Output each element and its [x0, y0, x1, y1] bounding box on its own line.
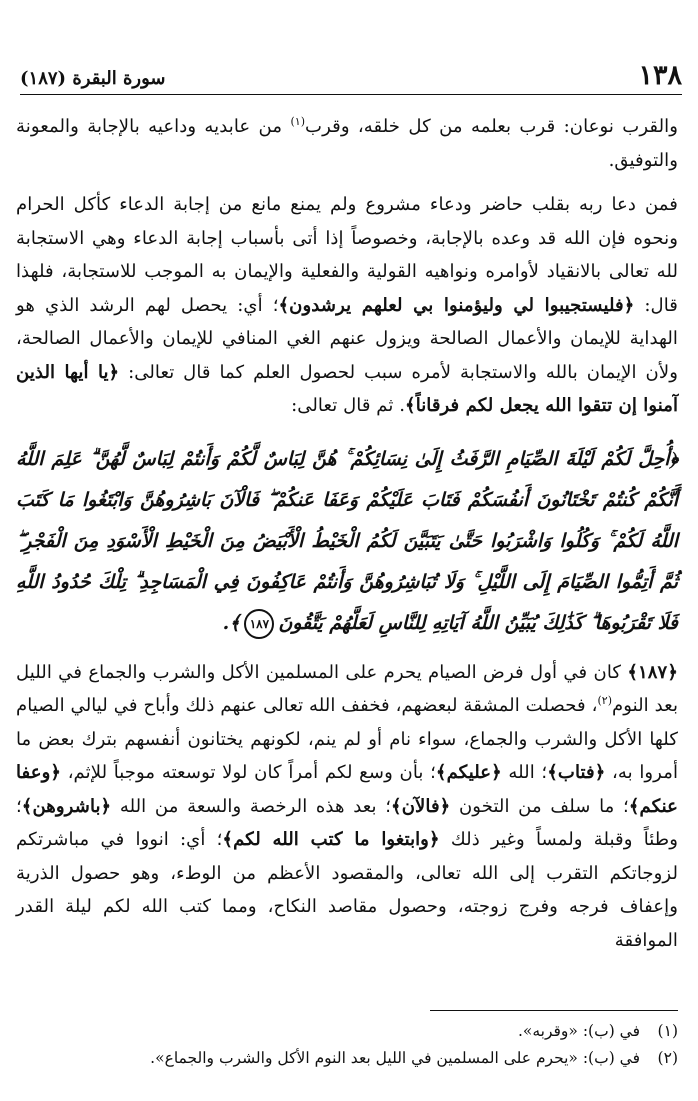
footnote-rule [430, 1010, 678, 1011]
text-span: فمن دعا ربه بقلب حاضر ودعاء مشروع ولم يمنع مانع من إجابة الدعاء كأكل الحرام ونحوه فإن الله قد وعده بالإجابة، وخصوصاً إذا أتى بأسباب إجابة الدعاء وهي الاستجابة لله تعالى بالانقياد لأوامره ونواهيه القولية والفعلية والإيمان به الموجب للاستجابة، فلهذا قال: [16, 194, 679, 316]
text-span: ؛ أي: انووا في مباشرتكم لزوجاتكم التقرب إلى الله تعالى، والمقصود الأعظم من الوطء، وهو حصول الذرية وإعفاف فرجه وفرج زوجته، وحصول مقاصد النكاح، ومما كتب الله لكم ليلة القدر الموافقة [16, 829, 678, 951]
quran-quote: ﴿فليستجيبوا لي وليؤمنوا بي لعلهم يرشدون﴾ [278, 294, 635, 316]
header-rule [20, 94, 682, 95]
page-number: ١٣٨ [638, 60, 682, 91]
quran-quote: ﴿عليكم﴾ [435, 762, 502, 783]
text-span: ؛ بأن وسع لكم أمراً كان لولا توسعته موجباً للإثم، [61, 762, 436, 783]
text-span: ؛ ما سلف من التخون [450, 795, 629, 817]
text-span: ؛ أي: يحصل لهم الرشد الذي هو الهداية للإيمان والأعمال الصالحة ويزول عنهم الغي المنافي للإيمان والأعمال الصالحة، ولأن الإيمان بالله والاستجابة لأمره سبب لحصول العلم كما قال تعالى: [16, 294, 678, 383]
quran-quote: ﴿فالآن﴾ [391, 795, 451, 817]
paragraph-near-types [16, 110, 678, 177]
verse-marker: ﴿١٨٧﴾ [627, 661, 678, 683]
paragraph-tafsir-187 [16, 656, 678, 958]
verse-close-bracket: ﴾. [222, 611, 241, 634]
text-span: والقرب نوعان: قرب بعلمه من كل خلقه، وقرب [304, 116, 678, 137]
quran-quote: ﴿باشروهن﴾ [21, 795, 112, 817]
text-span: . ثم قال تعالى: [291, 395, 406, 416]
footnotes [16, 1018, 678, 1072]
footnote-text: في (ب): «وقربه». [517, 1022, 640, 1040]
text-span: ، فحصلت المشقة لبعضهم، فخفف الله تعالى عنهم ذلك وأباح في ليالي الصيام كلها الأكل والشرب والجماع، سواء نام أو لم ينم، لكونهم يختانون أنفسهم بترك بعض ما أمروا به، [16, 695, 678, 783]
text-span: كان في أول فرض الصيام يحرم على المسلمين الأكل والشرب والجماع في الليل بعد النوم [16, 661, 679, 716]
page-header [20, 58, 682, 94]
text-span: ؛ بعد هذه الرخصة والسعة من الله [111, 795, 392, 817]
running-title: سورة البقرة (١٨٧) [20, 68, 166, 89]
footnote-2 [16, 1045, 678, 1072]
footnote-number: (١) [657, 1022, 678, 1040]
quran-verse-187 [16, 439, 678, 644]
quran-quote: ﴿وعفا عنكم﴾ [16, 762, 678, 817]
footnote-ref-1[interactable]: (١) [290, 114, 305, 128]
footnote-1 [16, 1018, 678, 1045]
text-span: ؛ وطئاً وقبلة ولمساً وغير ذلك [16, 795, 678, 850]
quran-quote: ﴿فتاب﴾ [547, 762, 606, 783]
footnote-number: (٢) [657, 1049, 678, 1067]
page-body [16, 110, 678, 957]
quran-quote: ﴿وابتغوا ما كتب الله لكم﴾ [222, 829, 440, 850]
quran-quote: ﴿يا أيها الذين آمنوا إن تتقوا الله يجعل لكم فرقاناً﴾ [16, 361, 678, 416]
text-span: من عابديه وداعيه بالإجابة والمعونة والتوفيق. [16, 116, 678, 171]
paragraph-dua [16, 188, 678, 423]
verse-text: أُحِلَّ لَكُمْ لَيْلَةَ الصِّيَامِ الرَّفَثُ إِلَىٰ نِسَائِكُمْ ۚ هُنَّ لِبَاسٌ لَّكُمْ وَأَنتُمْ لِبَاسٌ لَّهُنَّ ۗ عَلِمَ اللَّهُ أَنَّكُمْ كُنتُمْ تَخْتَانُونَ أَنفُسَكُمْ فَتَابَ عَلَيْكُمْ وَعَفَا عَنكُمْ ۖ فَالْآنَ بَاشِرُوهُنَّ وَابْتَغُوا مَا كَتَبَ اللَّهُ لَكُمْ ۚ وَكُلُوا وَاشْرَبُوا حَتَّىٰ يَتَبَيَّنَ لَكُمُ الْخَيْطُ الْأَبْيَضُ مِنَ الْخَيْطِ الْأَسْوَدِ مِنَ الْفَجْرِ ۖ ثُمَّ أَتِمُّوا الصِّيَامَ إِلَى اللَّيْلِ ۚ وَلَا تُبَاشِرُوهُنَّ وَأَنتُمْ عَاكِفُونَ فِي الْمَسَاجِدِ ۗ تِلْكَ حُدُودُ اللَّهِ فَلَا تَقْرَبُوهَا ۗ كَذَٰلِكَ يُبَيِّنُ اللَّهُ آيَاتِهِ لِلنَّاسِ لَعَلَّهُمْ يَتَّقُونَ [16, 447, 678, 634]
text-span: ؛ الله [501, 762, 548, 783]
footnote-text: في (ب): «يحرم على المسلمين في الليل بعد النوم الأكل والشرب والجماع». [150, 1049, 640, 1067]
ayah-number-marker: ١٨٧ [244, 609, 274, 639]
footnote-ref-2[interactable]: (٢) [597, 693, 612, 707]
verse-open-bracket: ﴿ [669, 447, 678, 470]
